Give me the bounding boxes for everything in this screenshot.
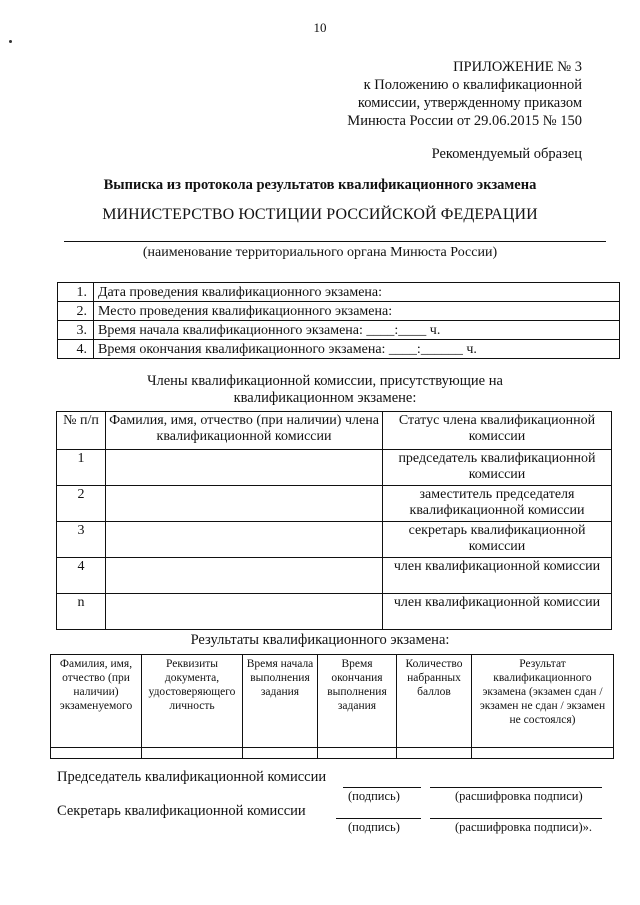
members-caption: Члены квалификационной комиссии, присутствующие на квалификационном экзамене: xyxy=(147,373,503,406)
member-status: член квалификационной комиссии xyxy=(383,558,612,594)
member-name xyxy=(106,486,383,522)
members-header-number: № п/п xyxy=(57,412,106,450)
secretary-label: Секретарь квалификационной комиссии xyxy=(57,803,306,819)
results-header-row xyxy=(51,655,614,748)
members-header-row xyxy=(57,412,612,450)
member-name xyxy=(106,594,383,630)
info-row xyxy=(58,321,620,340)
info-row-text: Время окончания квалификационного экзамена: ____:______ ч. xyxy=(94,340,620,359)
info-row-text: Дата проведения квалификационного экзамена: xyxy=(94,283,620,302)
table-row xyxy=(57,486,612,522)
appendix-line-4: Минюста России от 29.06.2015 № 150 xyxy=(347,113,582,129)
info-row-number: 1. xyxy=(58,283,94,302)
info-row xyxy=(58,340,620,359)
table-row xyxy=(57,594,612,630)
member-number: n xyxy=(57,594,106,630)
members-header-name: Фамилия, имя, отчество (при наличии) члена квалификационной комиссии xyxy=(106,412,383,450)
results-header-score: Количество набранных баллов xyxy=(397,655,472,748)
secretary-signature-caption: (подпись) xyxy=(348,820,400,834)
table-row xyxy=(57,522,612,558)
member-status: секретарь квалификационной комиссии xyxy=(383,522,612,558)
info-row-number: 2. xyxy=(58,302,94,321)
document-title: Выписка из протокола результатов квалификационного экзамена xyxy=(103,177,537,193)
results-cell xyxy=(397,748,472,759)
chair-signature-caption: (подпись) xyxy=(348,789,400,803)
appendix-line-1: ПРИЛОЖЕНИЕ № 3 xyxy=(453,59,582,75)
members-header-status: Статус члена квалификационной комиссии xyxy=(383,412,612,450)
member-status: член квалификационной комиссии xyxy=(383,594,612,630)
sample-label: Рекомендуемый образец xyxy=(431,146,582,162)
appendix-line-3: комиссии, утвержденному приказом xyxy=(357,95,582,111)
info-row xyxy=(58,302,620,321)
secretary-signature-line xyxy=(336,818,421,819)
info-row-text: Место проведения квалификационного экзамена: xyxy=(94,302,620,321)
results-cell xyxy=(472,748,614,759)
results-cell xyxy=(318,748,397,759)
results-header-result: Результат квалификационного экзамена (экзамен сдан / экзамен не сдан / экзамен не состоялся) xyxy=(472,655,614,748)
chair-signature-line xyxy=(343,787,421,788)
member-name xyxy=(106,522,383,558)
results-header-document: Реквизиты документа, удостоверяющего личность xyxy=(142,655,243,748)
organ-name-line xyxy=(64,241,606,242)
results-header-examinee: Фамилия, имя, отчество (при наличии) экзаменуемого xyxy=(51,655,142,748)
organ-name-caption: (наименование территориального органа Минюста России) xyxy=(142,245,498,260)
results-table xyxy=(50,654,614,759)
scan-dot xyxy=(9,40,12,43)
info-row xyxy=(58,283,620,302)
info-row-text: Время начала квалификационного экзамена: ____:____ ч. xyxy=(94,321,620,340)
info-row-number: 3. xyxy=(58,321,94,340)
chair-decoding-caption: (расшифровка подписи) xyxy=(455,789,583,803)
results-header-end-time: Время окончания выполнения задания xyxy=(318,655,397,748)
member-status: заместитель председателя квалификационной комиссии xyxy=(383,486,612,522)
members-table xyxy=(56,411,612,630)
table-row xyxy=(51,748,614,759)
results-cell xyxy=(142,748,243,759)
secretary-decoding-line xyxy=(430,818,602,819)
member-number: 2 xyxy=(57,486,106,522)
appendix-line-2: к Положению о квалификационной xyxy=(363,77,582,93)
secretary-decoding-caption: (расшифровка подписи)». xyxy=(455,820,592,834)
member-number: 1 xyxy=(57,450,106,486)
results-header-start-time: Время начала выполнения задания xyxy=(243,655,318,748)
member-number: 3 xyxy=(57,522,106,558)
member-status: председатель квалификационной комиссии xyxy=(383,450,612,486)
results-caption: Результаты квалификационного экзамена: xyxy=(190,632,450,648)
results-cell xyxy=(51,748,142,759)
member-name xyxy=(106,450,383,486)
table-row xyxy=(57,450,612,486)
appendix-header xyxy=(222,58,582,130)
results-cell xyxy=(243,748,318,759)
page-number: 10 xyxy=(313,20,327,35)
member-number: 4 xyxy=(57,558,106,594)
chair-decoding-line xyxy=(430,787,602,788)
ministry-name: МИНИСТЕРСТВО ЮСТИЦИИ РОССИЙСКОЙ ФЕДЕРАЦИИ xyxy=(102,206,538,223)
exam-info-table xyxy=(57,282,620,359)
table-row xyxy=(57,558,612,594)
chair-label: Председатель квалификационной комиссии xyxy=(57,769,327,785)
member-name xyxy=(106,558,383,594)
info-row-number: 4. xyxy=(58,340,94,359)
